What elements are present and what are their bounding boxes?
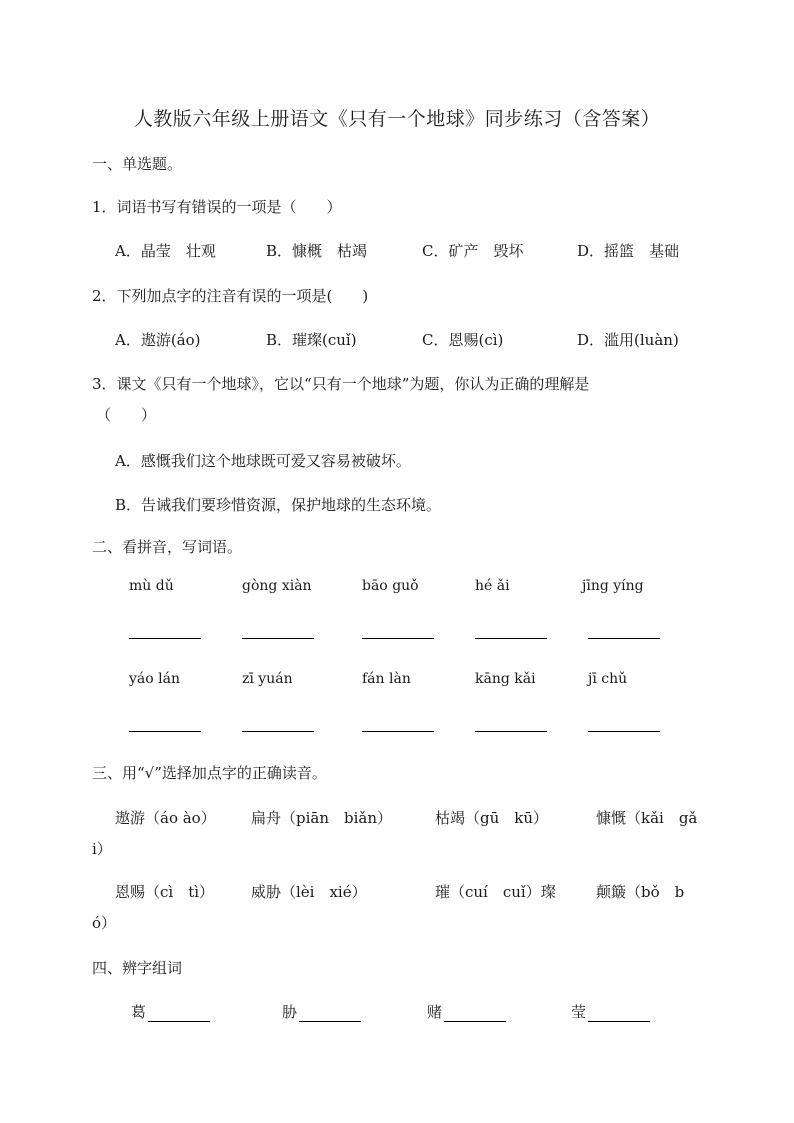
reading-item: 枯竭（gū kū）: [435, 809, 549, 827]
reading-item: 恩赐（cì tì）: [115, 883, 215, 901]
reading-item: 慷慨（kǎi gǎ: [596, 809, 698, 827]
pinyin-item: fán làn: [362, 671, 411, 687]
section4-heading: 四、辨字组词: [92, 959, 183, 977]
pinyin-item: jīng yíng: [582, 578, 644, 594]
char-group: [427, 1001, 506, 1022]
section2-heading: 二、看拼音，写词语。: [92, 538, 243, 556]
answer-blank[interactable]: [362, 731, 434, 732]
answer-blank[interactable]: [299, 1007, 361, 1022]
char-label: 胁: [282, 1003, 298, 1021]
answer-blank[interactable]: [588, 1007, 650, 1022]
pinyin-item: mù dǔ: [129, 578, 174, 594]
char-label: 莹: [571, 1003, 587, 1021]
q1-option-c: C．矿产 毁坏: [422, 242, 524, 260]
pinyin-item: kāng kǎi: [475, 671, 536, 687]
section1-heading: 一、单选题。: [92, 155, 183, 173]
answer-blank[interactable]: [362, 638, 434, 639]
reading-item: 璀（cuí cuǐ）璨: [435, 883, 556, 901]
q2-option-b: B．璀璨(cuǐ): [266, 331, 357, 349]
page-title: 人教版六年级上册语文《只有一个地球》同步练习（含答案）: [133, 108, 661, 130]
answer-blank[interactable]: [588, 638, 660, 639]
reading-item-cont: i）: [92, 840, 112, 858]
char-group: [131, 1001, 210, 1022]
pinyin-item: hé ǎi: [475, 578, 510, 594]
reading-item: 遨游（áo ào）: [115, 809, 216, 827]
pinyin-item: yáo lán: [129, 671, 180, 687]
answer-blank[interactable]: [444, 1007, 506, 1022]
char-label: 葛: [131, 1003, 147, 1021]
pinyin-item: zī yuán: [242, 671, 293, 687]
reading-item: 威胁（lèi xié）: [251, 883, 367, 901]
char-group: [282, 1001, 361, 1022]
reading-item: 扁舟（piān biǎn）: [251, 809, 393, 827]
q3-stem-cont: （ ）: [96, 406, 157, 424]
section3-heading: 三、用“√”选择加点字的正确读音。: [92, 764, 327, 782]
pinyin-item: bāo guǒ: [362, 578, 419, 594]
answer-blank[interactable]: [242, 731, 314, 732]
reading-item: 颠簸（bǒ b: [596, 883, 685, 901]
q2-stem: 2．下列加点字的注音有误的一项是( ): [92, 287, 369, 305]
answer-blank[interactable]: [588, 731, 660, 732]
q2-option-d: D．滥用(luàn): [577, 331, 679, 349]
q2-option-a: A．遨游(áo): [115, 331, 201, 349]
answer-blank[interactable]: [148, 1007, 210, 1022]
reading-item-cont: ó）: [92, 914, 117, 932]
q1-stem: 1．词语书写有错误的一项是（ ）: [92, 198, 342, 216]
pinyin-item: gòng xiàn: [242, 578, 312, 594]
answer-blank[interactable]: [129, 638, 201, 639]
answer-blank[interactable]: [129, 731, 201, 732]
char-group: [571, 1001, 650, 1022]
answer-blank[interactable]: [242, 638, 314, 639]
q3-option-a: A．感慨我们这个地球既可爱又容易被破坏。: [115, 452, 411, 470]
answer-blank[interactable]: [475, 638, 547, 639]
pinyin-item: jī chǔ: [588, 671, 628, 687]
char-label: 赌: [427, 1003, 443, 1021]
q3-option-b: B．告诫我们要珍惜资源，保护地球的生态环境。: [115, 496, 442, 514]
q3-stem: 3．课文《只有一个地球》，它以“只有一个地球”为题，你认为正确的理解是: [92, 375, 590, 393]
q1-option-a: A．晶莹 壮观: [115, 242, 216, 260]
q2-option-c: C．恩赐(cì): [422, 331, 504, 349]
q1-option-d: D．摇篮 基础: [577, 242, 680, 260]
q1-option-b: B．慷概 枯竭: [266, 242, 368, 260]
answer-blank[interactable]: [475, 731, 547, 732]
